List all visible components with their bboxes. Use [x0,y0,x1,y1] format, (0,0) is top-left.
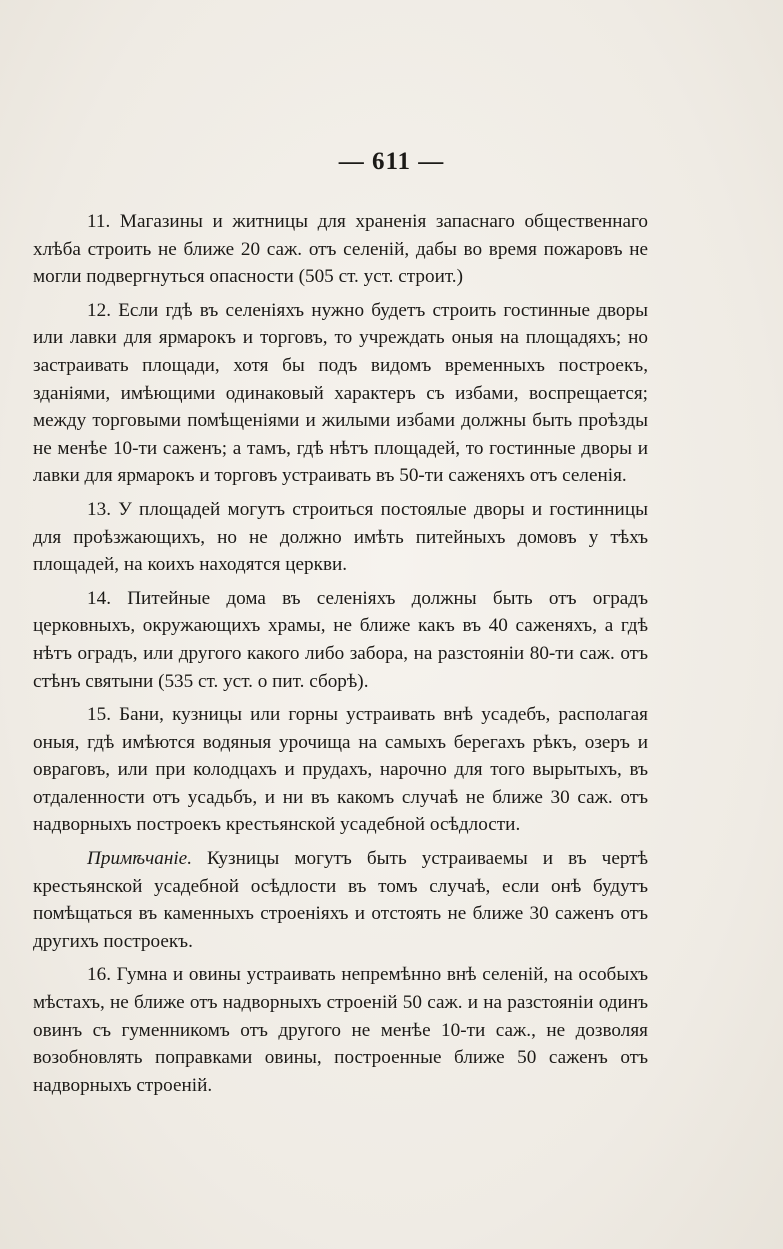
note-text: Кузницы могутъ быть устраиваемы и въ чертѣ крестьянской усадебной осѣдлости въ томъ случаѣ, если онѣ будутъ помѣщаться въ каменныхъ строеніяхъ и отстоять не ближе 30 саженъ отъ другихъ построекъ. [33,848,648,952]
note-title: Примѣчаніе. [87,848,192,870]
paragraph-15: 15. Бани, кузницы или горны устраивать внѣ усадебъ, располагая оныя, гдѣ имѣются водяныя урочища на самыхъ берегахъ рѣкъ, озеръ и овраговъ, или при колодцахъ и прудахъ, нарочно для того вырытыхъ, въ отдаленности отъ усадьбъ, и ни въ какомъ случаѣ не ближе 30 саж. отъ надворныхъ построекъ крестьянской усадебной осѣдлости. [33,704,648,836]
page-body [33,208,648,1105]
note-paragraph [33,845,648,955]
paragraphs-container [33,208,648,839]
paragraph-11: 11. Магазины и житницы для храненія запаснаго общественнаго хлѣба строить не ближе 20 саж. отъ селеній, дабы во время пожаровъ не могли подвергнуться опасности (505 ст. уст. строит.) [33,211,648,288]
paragraph-13: 13. У площадей могутъ строиться постоялые дворы и гостинницы для проѣзжающихъ, но не должно имѣть питейныхъ домовъ у тѣхъ площадей, на коихъ находятся церкви. [33,498,648,576]
paragraph-16: 16. Гумна и овины устраивать непремѣнно внѣ селеній, на особыхъ мѣстахъ, не ближе отъ надворныхъ строеній 50 саж. и на разстояніи одинъ овинъ съ гуменникомъ отъ другого не менѣе 10-ти саж., не дозволяя возобновлять поправками овины, построенные ближе 50 саженъ отъ надворныхъ строеній. [33,964,648,1096]
page-number: — 611 — [338,148,445,175]
paragraph-14: 14. Питейные дома въ селеніяхъ должны быть отъ оградъ церковныхъ, окружающихъ храмы, не ближе какъ въ 40 саженяхъ, а гдѣ нѣтъ оградъ, или другого какого либо забора, на разстояніи 80-ти саж. отъ стѣнъ святыни (535 ст. уст. о пит. сборѣ). [33,587,648,692]
paragraph-12: 12. Если гдѣ въ селеніяхъ нужно будетъ строить гостинные дворы или лавки для ярмарокъ и торговъ, то учреждать оныя на площадяхъ; но застраивать площади, хотя бы подъ видомъ временныхъ построекъ, зданіями, имѣющими одинаковый характеръ съ избами, воспрещается; между торговыми помѣщеніями и жилыми избами должны быть проѣзды не менѣе 10-ти саженъ; а тамъ, гдѣ нѣтъ площадей, то гостинные дворы и лавки для ярмарокъ и торговъ устраивать въ 50-ти саженяхъ отъ селенія. [33,299,648,487]
